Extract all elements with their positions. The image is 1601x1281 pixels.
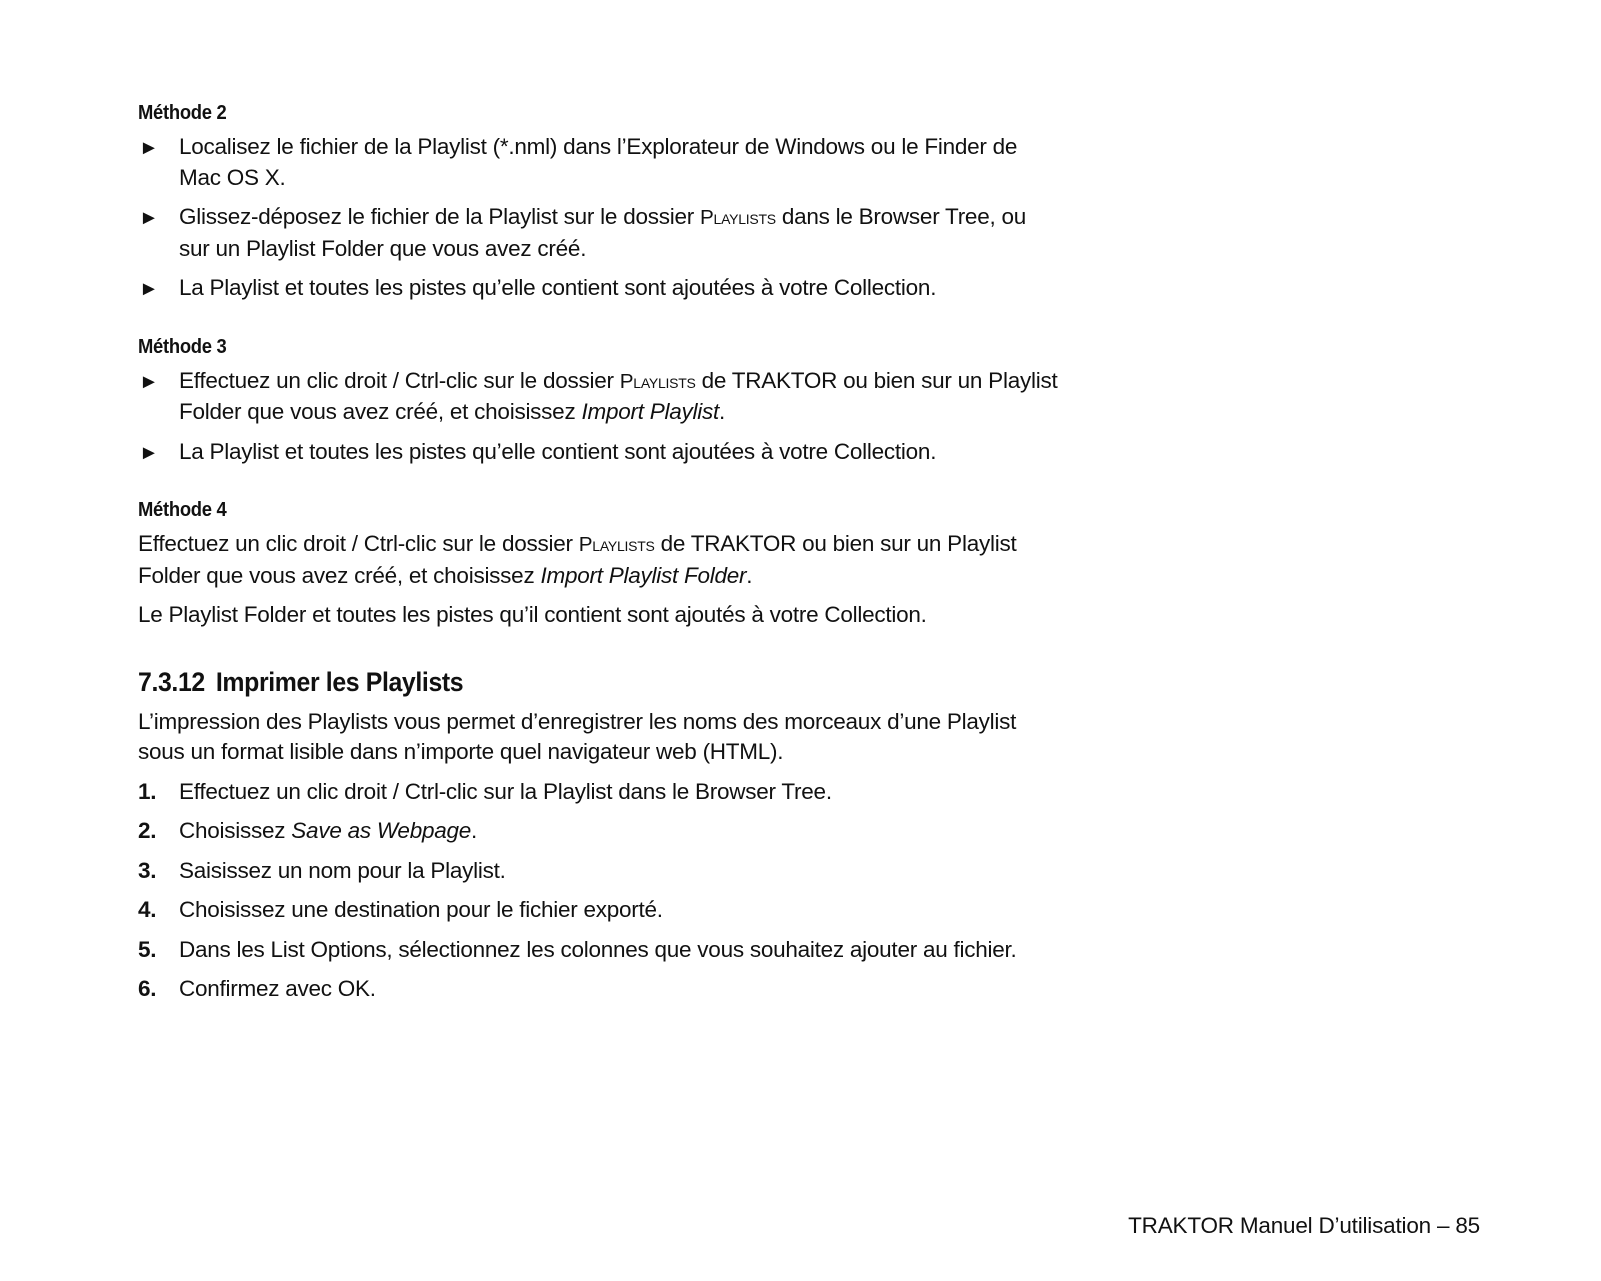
- page-footer: TRAKTOR Manuel D’utilisation – 85: [1128, 1213, 1480, 1238]
- step-item: 1. Effectuez un clic droit / Ctrl-clic sur la Playlist dans le Browser Tree.: [138, 777, 1058, 808]
- step-item: 2. Choisissez Save as Webpage.: [138, 816, 1058, 847]
- method-2-bullet-1: ► Localisez le fichier de la Playlist (*.nml) dans l’Explorateur de Windows ou le Finder de Mac OS X.: [139, 134, 1018, 190]
- method-3-block: [138, 334, 1058, 468]
- page-content: [138, 100, 1058, 1014]
- section-print-playlists: [138, 665, 1058, 1005]
- method-2-heading: Méthode 2: [138, 102, 227, 124]
- step-item: 4. Choisissez une destination pour le fichier exporté.: [138, 895, 1058, 926]
- section-heading: [138, 665, 984, 699]
- section-number: 7.3.12: [138, 666, 205, 697]
- section-title: Imprimer les Playlists: [215, 666, 464, 697]
- step-item: 6. Confirmez avec OK.: [138, 974, 1058, 1005]
- menu-option-import-playlist-folder: Import Playlist Folder: [540, 562, 747, 588]
- step-number: 2.: [138, 818, 157, 843]
- method-4-paragraph-1: Effectuez un clic droit / Ctrl-clic sur le dossier Playlists de TRAKTOR ou bien sur un Playlist Folder que vous avez créé, et choisissez Import Playlist Folder.: [138, 531, 1017, 588]
- step-number: 3.: [138, 857, 157, 883]
- step-item: 3. Saisissez un nom pour la Playlist.: [138, 856, 1058, 887]
- step-number: 6.: [138, 976, 157, 1001]
- playlists-folder-label: Playlists: [619, 369, 696, 393]
- method-4-heading: Méthode 4: [138, 499, 227, 521]
- method-3-heading: Méthode 3: [138, 335, 227, 358]
- playlists-folder-label: Playlists: [578, 533, 655, 556]
- section-intro: L’impression des Playlists vous permet d’enregistrer les noms des morceaux d’une Playlist sous un format lisible dans n’importe quel navigateur web (HTML).: [138, 708, 1017, 764]
- method-2-block: [138, 100, 1058, 304]
- bullet-arrow-icon: ►: [139, 137, 159, 159]
- step-item: 5. Dans les List Options, sélectionnez les colonnes que vous souhaitez ajouter au fichier.: [138, 935, 1058, 966]
- bullet-arrow-icon: ►: [139, 370, 159, 393]
- method-2-bullet-3: ► La Playlist et toutes les pistes qu’elle contient sont ajoutées à votre Collection.: [138, 273, 1058, 304]
- method-3-bullet-1: ► Effectuez un clic droit / Ctrl-clic sur le dossier Playlists de TRAKTOR ou bien sur un Playlist Folder que vous avez créé, et choisissez Import Playlist.: [139, 367, 1058, 424]
- menu-option-import-playlist: Import Playlist: [581, 399, 719, 424]
- method-3-bullet-2: ► La Playlist et toutes les pistes qu’elle contient sont ajoutées à votre Collection.: [138, 437, 1058, 468]
- method-2-bullet-2: ► Glissez-déposez le fichier de la Playlist sur le dossier Playlists dans le Browser Tree, ou sur un Playlist Folder que vous avez créé.: [139, 204, 1026, 261]
- bullet-arrow-icon: ►: [139, 441, 159, 464]
- step-number: 4.: [138, 897, 157, 922]
- bullet-arrow-icon: ►: [139, 207, 159, 229]
- step-number: 1.: [138, 778, 157, 804]
- method-4-paragraph-2: Le Playlist Folder et toutes les pistes qu’il contient sont ajoutés à votre Collection.: [138, 602, 927, 627]
- menu-option-save-as-webpage: Save as Webpage: [291, 818, 472, 843]
- playlists-folder-label: Playlists: [699, 206, 776, 229]
- step-number: 5.: [138, 936, 157, 962]
- method-4-block: [138, 497, 1058, 631]
- bullet-arrow-icon: ►: [139, 278, 159, 300]
